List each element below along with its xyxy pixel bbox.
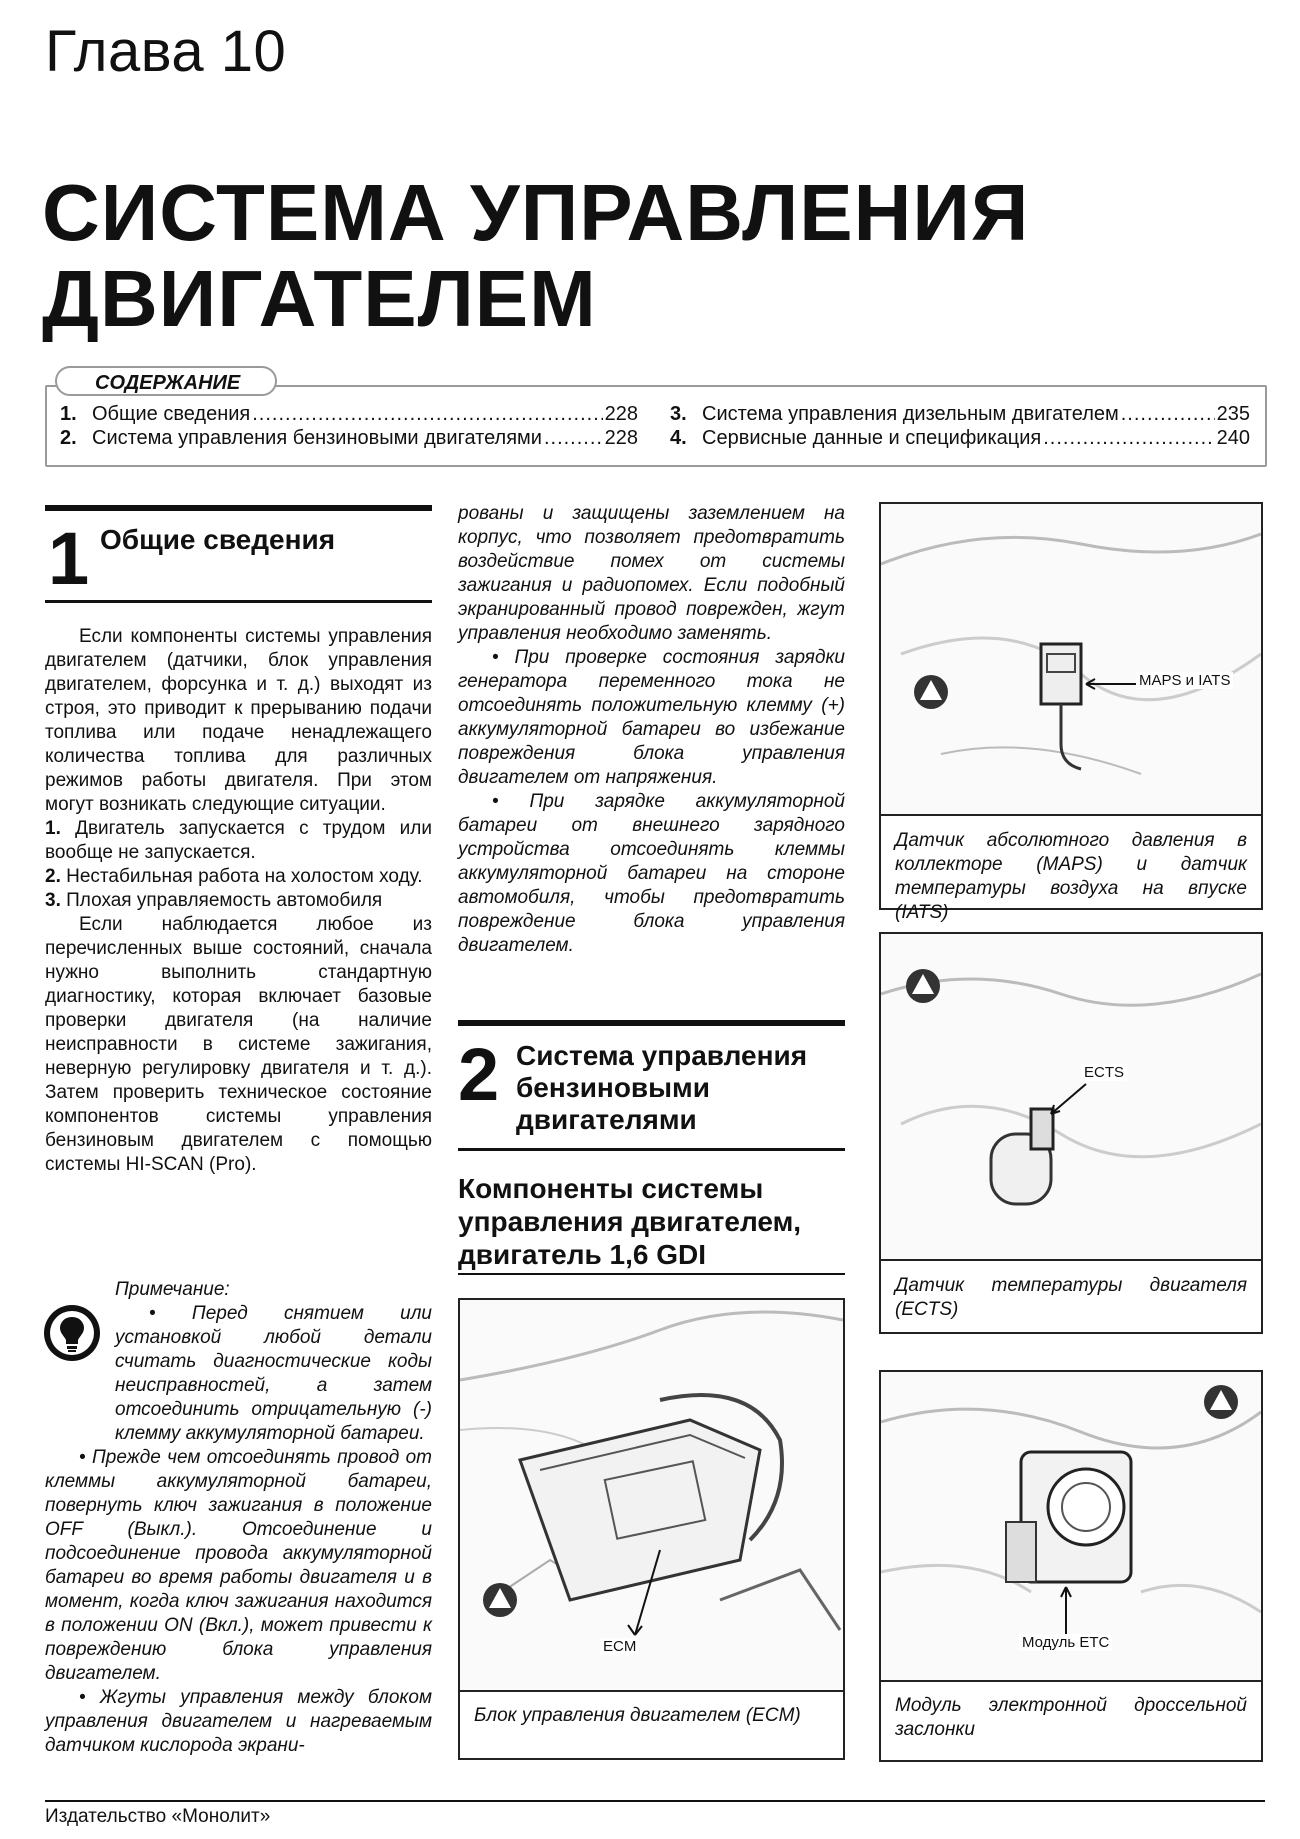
section-1-title: Общие сведения [100, 524, 336, 555]
page-title [42, 170, 1029, 342]
list-item-num: 1. [45, 818, 61, 839]
warning-icon [483, 1583, 517, 1617]
figure-ects-caption: Датчик температуры двигателя (ECTS) [895, 1275, 1247, 1320]
note-bullet-1: • Перед снятием или установкой любой детали считать диагностические коды неисправностей, а затем отсоединить отрицательную (-) клемму аккумуляторной батареи. [115, 1303, 432, 1444]
section-2-title-line: бензиновыми [516, 1072, 710, 1103]
toc-item-2[interactable] [60, 427, 638, 450]
toc-item-page: 240 [1216, 427, 1250, 449]
section-1-intro: Если компоненты системы управления двигателем (датчики, блок управления двигателем, форсунка и т. д.) выходят из строя, это приводит к прерыванию подачи топлива или подаче ненадлежащего количества топлива для различных режимов работы двигателя. При этом могут возникать следующие ситуации. [45, 626, 432, 815]
subsection-heading [458, 1172, 848, 1271]
footer-rule [45, 1800, 1265, 1802]
figure-maps-image [881, 504, 1261, 816]
figure-ecm-label: ECM [600, 1638, 639, 1655]
warning-icon [914, 675, 948, 709]
toc-leader-dots [544, 427, 603, 450]
section-2-title-line: двигателями [516, 1104, 697, 1135]
section-2-title [516, 1040, 807, 1136]
toc-item-text: Система управления бензиновыми двигателями [92, 427, 542, 449]
chapter-label: Глава 10 [45, 19, 287, 84]
figure-maps-caption: Датчик абсолютного давления в коллекторе (MAPS) и датчик температуры воздуха на впуске (IATS) [895, 830, 1247, 923]
section-1-para2: Если наблюдается любое из перечисленных выше состояний, сначала нужно выполнить стандартную диагностику, которая включает базовые проверки двигателя (на наличие неисправности в системе зажигания, неверную регулировку двигателя и т. д.). Затем проверить техническое состояние компонентов системы управления бензиновым двигателем с помощью системы HI-SCAN (Pro). [45, 914, 432, 1175]
figure-etc-image [881, 1372, 1261, 1682]
list-item [45, 889, 432, 913]
toc-item-3[interactable] [670, 403, 1250, 426]
toc-item-num: 3. [670, 403, 687, 425]
note-label: Примечание: [115, 1279, 230, 1300]
footer-publisher: Издательство «Монолит» [45, 1806, 271, 1827]
list-item [45, 817, 432, 865]
toc-item-page: 228 [604, 403, 638, 425]
figure-maps-label: MAPS и IATS [1136, 672, 1233, 689]
warning-icon [906, 969, 940, 1003]
title-line-2: ДВИГАТЕЛЕМ [42, 254, 597, 343]
subhead-line: управления двигателем, [458, 1206, 802, 1237]
list-item [45, 865, 432, 889]
toc-leader-dots [1121, 403, 1215, 426]
figure-etc-label: Модуль ETC [1019, 1634, 1112, 1651]
figure-ects-label: ECTS [1081, 1064, 1127, 1081]
section-2-title-line: Система управления [516, 1040, 808, 1071]
toc-item-page: 235 [1216, 403, 1250, 425]
figure-ects-image [881, 934, 1261, 1261]
toc-item-4[interactable] [670, 427, 1250, 450]
section-2-bottom-rule [458, 1148, 845, 1151]
note-bullet-3: • Жгуты управления между блоком управления двигателем и нагреваемым датчиком кислорода экрани- [45, 1687, 432, 1756]
subsection-rule [458, 1273, 845, 1275]
column-2-bullet-3: • При зарядке аккумуляторной батареи от внешнего зарядного устройства отсоединять клеммы аккумуляторной батареи на стороне автомобиля, чтобы предотвратить повреждение блока управления двигателем. [458, 791, 845, 956]
toc-item-page: 228 [604, 427, 638, 449]
toc-item-text: Сервисные данные и спецификация [702, 427, 1042, 449]
figure-etc [879, 1370, 1263, 1762]
toc-label: СОДЕРЖАНИЕ [55, 366, 277, 396]
list-item-text: Плохая управляемость автомобиля [66, 890, 383, 911]
maps-illustration [881, 504, 1261, 814]
toc-item-text: Система управления дизельным двигателем [702, 403, 1119, 425]
toc-item-num: 4. [670, 427, 687, 449]
section-1-number: 1 [48, 517, 90, 600]
section-1-bottom-rule [45, 600, 432, 603]
section-2-number: 2 [458, 1033, 500, 1116]
list-item-num: 2. [45, 866, 61, 887]
ects-illustration [881, 934, 1261, 1259]
column-2-bullet-2: • При проверке состояния зарядки генератора переменного тока не отсоединять положительную клемму (+) аккумуляторной батареи во избежание повреждения блока управления двигателем от напряжения. [458, 647, 845, 788]
note-bullet-2: • Прежде чем отсоединять провод от клеммы аккумуляторной батареи, повернуть ключ зажигания в положение OFF (Выкл.). Отсоединение и подсоединение провода аккумуляторной батареи во время работы двигателя и в момент, когда ключ зажигания находится в положении ON (Вкл.), может привести к повреждению блока управления двигателем. [45, 1447, 432, 1684]
figure-ecm-caption: Блок управления двигателем (ECM) [474, 1705, 801, 1726]
column-2-body [458, 502, 845, 958]
figure-maps [879, 502, 1263, 923]
column-2-continuation: рованы и защищены заземлением на корпус, что позволяет предотвратить воздействие помех от системы зажигания и радиопомех. Если подобный экранированный провод поврежден, жгут управления необходимо заменять. [458, 503, 845, 644]
figure-ecm-image [460, 1300, 843, 1692]
toc-item-num: 1. [60, 403, 77, 425]
subhead-line: Компоненты системы [458, 1173, 764, 1204]
section-1-body [45, 625, 432, 1177]
list-item-num: 3. [45, 890, 61, 911]
subhead-line: двигатель 1,6 GDI [458, 1239, 706, 1270]
section-2-top-rule [458, 1020, 845, 1026]
ecm-illustration [460, 1300, 843, 1690]
figure-etc-caption: Модуль электронной дроссельной заслонки [895, 1695, 1247, 1740]
warning-icon [1204, 1385, 1238, 1419]
toc-item-text: Общие сведения [92, 403, 251, 425]
toc-leader-dots [252, 403, 602, 426]
toc-leader-dots [1043, 427, 1214, 450]
figure-ects [879, 932, 1263, 1334]
title-line-1: СИСТЕМА УПРАВЛЕНИЯ [42, 168, 1030, 257]
section-1-top-rule [45, 505, 432, 511]
list-item-text: Двигатель запускается с трудом или вообще не запускается. [45, 818, 432, 863]
note-block [45, 1278, 432, 1758]
list-item-text: Нестабильная работа на холостом ходу. [66, 866, 423, 887]
figure-ecm [458, 1298, 845, 1760]
toc-item-1[interactable] [60, 403, 638, 426]
toc-item-num: 2. [60, 427, 77, 449]
